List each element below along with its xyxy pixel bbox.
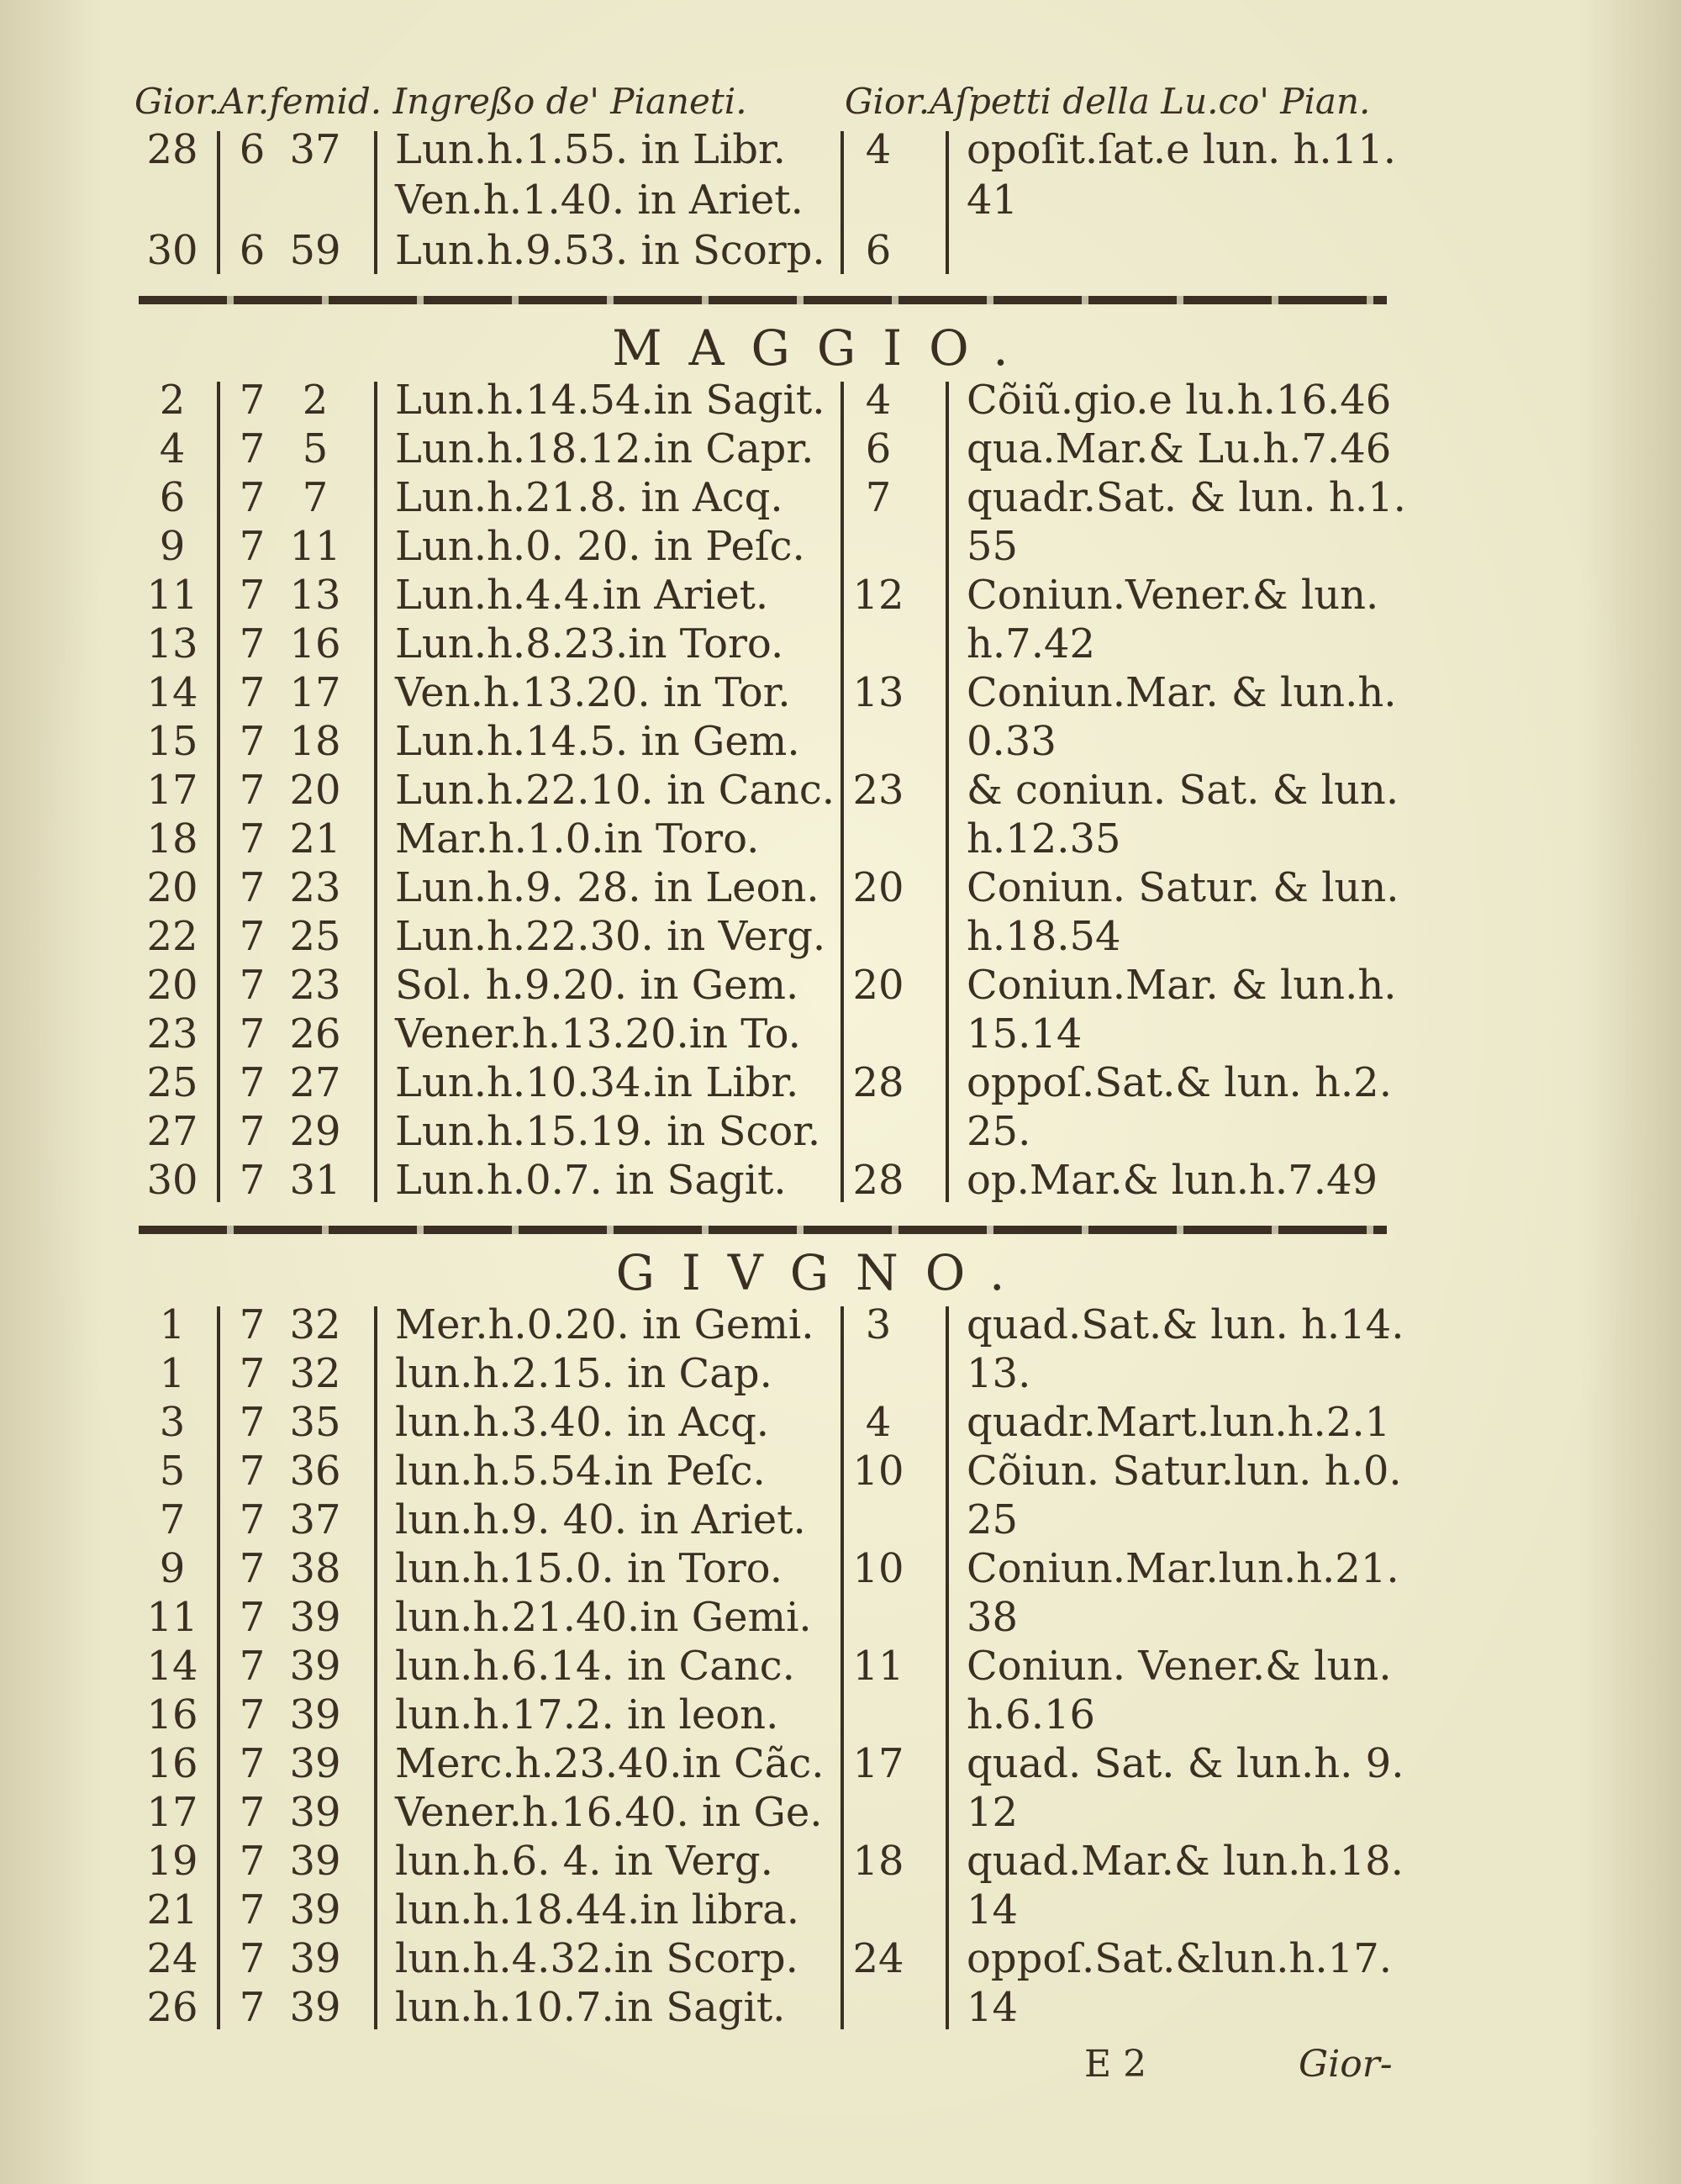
ingress-cell: Ven.h.13.20. in Tor. [395,669,791,716]
hour-cell: 7 [239,1157,266,1204]
column-rule [840,382,844,1202]
ingress-cell: Mer.h.0.20. in Gemi. [395,1301,814,1348]
aspect-cell: quad.Mar.& lun.h.18. [967,1838,1404,1885]
aspect-cell: h.18.54 [967,913,1121,960]
ingress-cell: Lun.h.9.53. in Scorp. [395,227,825,274]
ingress-cell: Lun.h.21.8. in Acq. [395,474,783,521]
aspect-day-cell: 3 [865,1301,892,1348]
day-cell: 16 [146,1740,198,1787]
ingress-cell: Vener.h.16.40. in Ge. [395,1789,823,1836]
divider-rule [139,1226,1387,1234]
hour-cell: 6 [239,126,266,173]
column-rule [374,131,377,274]
day-cell: 1 [159,1350,186,1397]
ingress-cell: lun.h.5.54.in Peſc. [395,1448,766,1495]
day-cell: 28 [146,126,198,173]
minute-cell: 37 [289,126,341,173]
month-title-giugno: GIVGNO. [615,1244,1032,1301]
hour-cell: 7 [239,1496,266,1543]
aspect-day-cell: 24 [852,1935,904,1982]
header-left: Gior.Ar.femid. Ingreßo de' Pianeti. [134,81,747,122]
day-cell: 17 [146,1789,198,1836]
minute-cell: 37 [289,1496,341,1543]
aspect-day-cell: 10 [852,1545,904,1592]
minute-cell: 27 [289,1059,341,1106]
day-cell: 24 [146,1935,198,1982]
aspect-cell: quad.Sat.& lun. h.14. [967,1301,1404,1348]
minute-cell: 23 [289,962,341,1009]
ingress-cell: lun.h.17.2. in leon. [395,1691,779,1738]
hour-cell: 7 [239,1448,266,1495]
hour-cell: 7 [239,1594,266,1641]
ingress-cell: lun.h.4.32.in Scorp. [395,1935,798,1982]
day-cell: 1 [159,1301,186,1348]
day-cell: 13 [146,620,198,667]
signature-mark: E 2 [1084,2043,1147,2086]
ingress-cell: Lun.h.10.34.in Libr. [395,1059,799,1106]
day-cell: 6 [159,474,186,521]
ingress-cell: Lun.h.0.7. in Sagit. [395,1157,787,1204]
aspect-cell: Coniun. Satur. & lun. [967,864,1399,911]
minute-cell: 17 [289,669,341,716]
aspect-day-cell: 17 [852,1740,904,1787]
aspect-cell: Coniun.Mar. & lun.h. [967,962,1397,1009]
day-cell: 22 [146,913,198,960]
column-rule [217,131,220,274]
day-cell: 14 [146,669,198,716]
hour-cell: 7 [239,1838,266,1885]
aspect-cell: oppoſ.Sat.&lun.h.17. [967,1935,1392,1982]
hour-cell: 7 [239,474,266,521]
aspect-cell: oppoſ.Sat.& lun. h.2. [967,1059,1392,1106]
minute-cell: 39 [289,1935,341,1982]
hour-cell: 7 [239,718,266,765]
hour-cell: 7 [239,815,266,863]
day-cell: 20 [146,864,198,911]
aspect-cell: quadr.Sat. & lun. h.1. [967,474,1406,521]
hour-cell: 7 [239,767,266,814]
aspect-cell: & coniun. Sat. & lun. [967,767,1399,814]
hour-cell: 7 [239,1350,266,1397]
day-cell: 20 [146,962,198,1009]
ingress-cell: Ven.h.1.40. in Ariet. [395,177,804,224]
aspect-cell: 41 [967,177,1019,224]
hour-cell: 7 [239,962,266,1009]
aspect-cell: 14 [967,1984,1019,2031]
aspect-cell: 14 [967,1886,1019,1933]
aspect-day-cell: 12 [852,572,904,619]
hour-cell: 7 [239,913,266,960]
header-right: Gior.Aſpetti della Lu.co' Pian. [845,81,1371,122]
day-cell: 19 [146,1838,198,1885]
minute-cell: 39 [289,1594,341,1641]
aspect-day-cell: 28 [852,1157,904,1204]
column-rule [946,131,949,274]
ingress-cell: lun.h.6. 4. in Verg. [395,1838,773,1885]
hour-cell: 7 [239,1984,266,2031]
ingress-cell: lun.h.6.14. in Canc. [395,1643,795,1690]
aspect-day-cell: 11 [852,1643,904,1690]
hour-cell: 7 [239,523,266,570]
hour-cell: 7 [239,1399,266,1446]
minute-cell: 25 [289,913,341,960]
ingress-cell: Lun.h.9. 28. in Leon. [395,864,819,911]
day-cell: 9 [159,523,186,570]
minute-cell: 21 [289,815,341,863]
day-cell: 5 [159,1448,186,1495]
day-cell: 30 [146,227,198,274]
aspect-cell: h.6.16 [967,1691,1096,1738]
aspect-day-cell: 20 [852,962,904,1009]
hour-cell: 7 [239,620,266,667]
aspect-day-cell: 23 [852,767,904,814]
hour-cell: 7 [239,1059,266,1106]
hour-cell: 6 [239,227,266,274]
ingress-cell: lun.h.10.7.in Sagit. [395,1984,786,2031]
day-cell: 17 [146,767,198,814]
minute-cell: 29 [289,1108,341,1155]
catchword: Gior- [1299,2043,1393,2086]
minute-cell: 13 [289,572,341,619]
ingress-cell: Lun.h.0. 20. in Peſc. [395,523,805,570]
aspect-cell: h.7.42 [967,620,1096,667]
minute-cell: 23 [289,864,341,911]
hour-cell: 7 [239,1740,266,1787]
ingress-cell: Lun.h.1.55. in Libr. [395,126,786,173]
minute-cell: 35 [289,1399,341,1446]
column-rule [840,131,844,274]
aspect-day-cell: 13 [852,669,904,716]
hour-cell: 7 [239,425,266,472]
ingress-cell: Mar.h.1.0.in Toro. [395,815,760,863]
ingress-cell: Lun.h.4.4.in Ariet. [395,572,769,619]
day-cell: 4 [159,425,186,472]
aspect-cell: quad. Sat. & lun.h. 9. [967,1740,1404,1787]
aspect-cell: Coniun.Mar. & lun.h. [967,669,1397,716]
day-cell: 3 [159,1399,186,1446]
aspect-day-cell: 4 [865,1399,892,1446]
ingress-cell: lun.h.2.15. in Cap. [395,1350,772,1397]
aspect-cell: 25 [967,1496,1019,1543]
aspect-day-cell: 4 [865,126,892,173]
aspect-cell: qua.Mar.& Lu.h.7.46 [967,425,1392,472]
day-cell: 23 [146,1010,198,1058]
minute-cell: 26 [289,1010,341,1058]
day-cell: 11 [146,572,198,619]
minute-cell: 39 [289,1740,341,1787]
aspect-day-cell: 7 [865,474,892,521]
hour-cell: 7 [239,572,266,619]
day-cell: 30 [146,1157,198,1204]
aspect-day-cell: 20 [852,864,904,911]
aspect-cell: quadr.Mart.lun.h.2.1 [967,1399,1391,1446]
aspect-day-cell: 10 [852,1448,904,1495]
minute-cell: 32 [289,1301,341,1348]
hour-cell: 7 [239,669,266,716]
hour-cell: 7 [239,377,266,424]
day-cell: 21 [146,1886,198,1933]
minute-cell: 39 [289,1886,341,1933]
aspect-day-cell: 28 [852,1059,904,1106]
aspect-cell: Cõiun. Satur.lun. h.0. [967,1448,1402,1495]
minute-cell: 2 [302,377,329,424]
hour-cell: 7 [239,1643,266,1690]
minute-cell: 7 [302,474,329,521]
aspect-cell: h.12.35 [967,815,1121,863]
minute-cell: 59 [289,227,341,274]
aspect-cell: 12 [967,1789,1019,1836]
hour-cell: 7 [239,1301,266,1348]
aspect-cell: Coniun.Mar.lun.h.21. [967,1545,1399,1592]
aspect-day-cell: 6 [865,425,892,472]
month-title-maggio: MAGGIO. [612,319,1035,377]
day-cell: 15 [146,718,198,765]
ingress-cell: Lun.h.22.30. in Verg. [395,913,826,960]
aspect-cell: 38 [967,1594,1019,1641]
ingress-cell: Lun.h.14.5. in Gem. [395,718,800,765]
column-rule [217,382,220,1202]
ingress-cell: lun.h.15.0. in Toro. [395,1545,783,1592]
minute-cell: 39 [289,1691,341,1738]
aspect-day-cell: 18 [852,1838,904,1885]
ingress-cell: Sol. h.9.20. in Gem. [395,962,799,1009]
column-header [134,81,1387,131]
hour-cell: 7 [239,1010,266,1058]
minute-cell: 39 [289,1789,341,1836]
day-cell: 27 [146,1108,198,1155]
ingress-cell: Lun.h.22.10. in Canc. [395,767,835,814]
day-cell: 2 [159,377,186,424]
day-cell: 14 [146,1643,198,1690]
aspect-day-cell: 4 [865,377,892,424]
day-cell: 7 [159,1496,186,1543]
hour-cell: 7 [239,1886,266,1933]
minute-cell: 36 [289,1448,341,1495]
column-rule [946,382,949,1202]
hour-cell: 7 [239,1108,266,1155]
minute-cell: 31 [289,1157,341,1204]
hour-cell: 7 [239,1789,266,1836]
column-rule [840,1306,844,2029]
ingress-cell: Lun.h.18.12.in Capr. [395,425,814,472]
column-rule [946,1306,949,2029]
minute-cell: 5 [302,425,329,472]
column-rule [374,382,377,1202]
hour-cell: 7 [239,1935,266,1982]
hour-cell: 7 [239,1545,266,1592]
aspect-day-cell: 6 [865,227,892,274]
minute-cell: 20 [289,767,341,814]
aspect-cell: 15.14 [967,1010,1083,1058]
minute-cell: 16 [289,620,341,667]
ingress-cell: lun.h.21.40.in Gemi. [395,1594,812,1641]
minute-cell: 32 [289,1350,341,1397]
day-cell: 11 [146,1594,198,1641]
minute-cell: 38 [289,1545,341,1592]
aspect-cell: opoſit.ſat.e lun. h.11. [967,126,1396,173]
day-cell: 9 [159,1545,186,1592]
minute-cell: 39 [289,1643,341,1690]
day-cell: 26 [146,1984,198,2031]
column-rule [217,1306,220,2029]
ingress-cell: Lun.h.15.19. in Scor. [395,1108,821,1155]
day-cell: 16 [146,1691,198,1738]
column-rule [374,1306,377,2029]
aspect-cell: Coniun. Vener.& lun. [967,1643,1392,1690]
aspect-cell: Cõiũ.gio.e lu.h.16.46 [967,377,1392,424]
hour-cell: 7 [239,864,266,911]
ingress-cell: Lun.h.8.23.in Toro. [395,620,784,667]
aspect-cell: 0.33 [967,718,1057,765]
minute-cell: 18 [289,718,341,765]
aspect-cell: Coniun.Vener.& lun. [967,572,1379,619]
hour-cell: 7 [239,1691,266,1738]
day-cell: 25 [146,1059,198,1106]
ingress-cell: Lun.h.14.54.in Sagit. [395,377,825,424]
day-cell: 18 [146,815,198,863]
aspect-cell: op.Mar.& lun.h.7.49 [967,1157,1378,1204]
minute-cell: 39 [289,1984,341,2031]
divider-rule [139,296,1387,304]
ingress-cell: lun.h.18.44.in libra. [395,1886,800,1933]
aspect-cell: 25. [967,1108,1031,1155]
ingress-cell: Merc.h.23.40.in Cãc. [395,1740,825,1787]
ingress-cell: lun.h.3.40. in Acq. [395,1399,770,1446]
aspect-cell: 13. [967,1350,1031,1397]
aspect-cell: 55 [967,523,1019,570]
minute-cell: 39 [289,1838,341,1885]
minute-cell: 11 [289,523,341,570]
ingress-cell: Vener.h.13.20.in To. [395,1010,801,1058]
ingress-cell: lun.h.9. 40. in Ariet. [395,1496,806,1543]
